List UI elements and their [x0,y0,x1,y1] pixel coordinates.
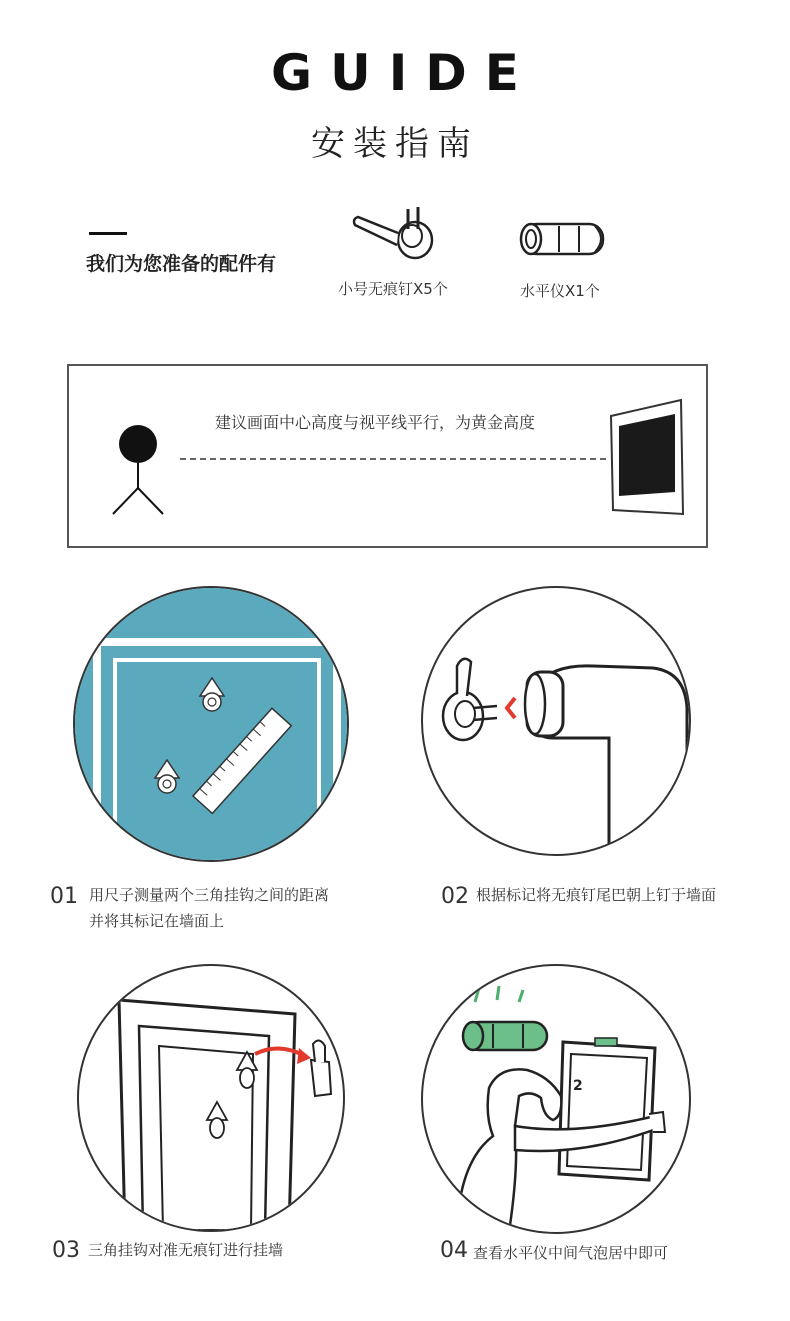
step-3-number: 03 [52,1238,80,1263]
svg-text:2: 2 [573,1078,583,1094]
step-3-text: 三角挂钩对准无痕钉进行挂墙 [88,1241,284,1259]
step-1-illustration [73,586,349,862]
stick-figure-icon [108,424,168,520]
level-caption: 水平仪X1个 [520,282,600,300]
step-1-number: 01 [50,884,78,909]
level-icon [515,218,613,262]
step-4-text: 查看水平仪中间气泡居中即可 [473,1244,669,1262]
step-4-illustration [421,964,691,1234]
height-tip-text: 建议画面中心高度与视平线平行，为黄金高度 [215,413,536,432]
page-title: GUIDE [271,44,537,102]
step-3-illustration [77,964,345,1232]
accessories-label: 我们为您准备的配件有 [86,253,277,275]
step-1-text-line2: 并将其标记在墙面上 [89,912,225,930]
page-subtitle: 安装指南 [311,124,479,164]
step-2-number: 02 [441,884,469,909]
eye-level-line [180,458,606,460]
step-2-illustration [421,586,691,856]
step-1-text [89,882,329,934]
nail-hook-icon [350,205,440,265]
step-1-text-line1: 用尺子测量两个三角挂钩之间的距离 [89,886,330,904]
section-divider [89,232,127,235]
step-2-text: 根据标记将无痕钉尾巴朝上钉于墙面 [476,886,717,904]
nail-hook-caption: 小号无痕钉X5个 [338,280,448,298]
step-4-number: 04 [440,1238,468,1263]
picture-frame-icon [605,398,687,516]
